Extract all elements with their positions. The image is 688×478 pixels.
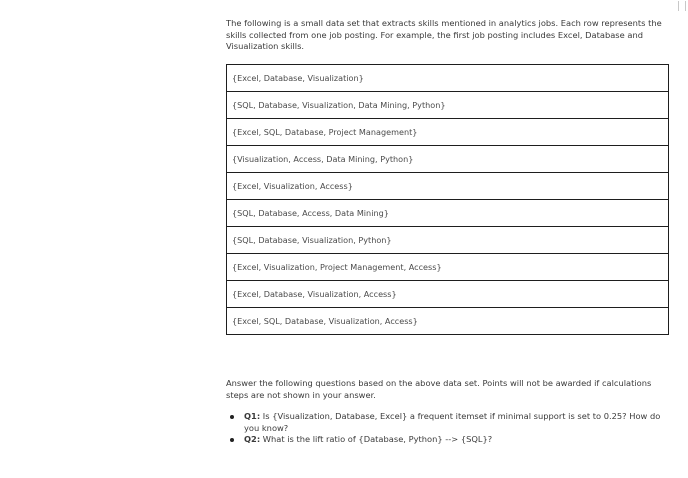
table-row [227,307,669,334]
table-row [227,118,669,145]
table-row [227,226,669,253]
bullet-icon [230,438,234,442]
table-cell: {SQL, Database, Visualization, Python} [227,226,669,253]
table-row [227,91,669,118]
question-item [242,434,671,446]
table-cell: {Excel, SQL, Database, Visualization, Access} [227,307,669,334]
table-cell: {Excel, Visualization, Project Management, Access} [227,253,669,280]
table-row [227,64,669,91]
bullet-icon [230,415,234,419]
table-cell: {SQL, Database, Access, Data Mining} [227,199,669,226]
question-list [226,411,671,446]
question-label: Q2: [244,434,261,444]
table-cell: {Excel, Visualization, Access} [227,172,669,199]
question-item [242,411,671,434]
table-row [227,280,669,307]
question-text: Is {Visualization, Database, Excel} a frequent itemset if minimal support is set to 0.25? How do you know? [244,411,661,433]
content-area [226,18,666,335]
scrollbar-stub[interactable] [678,1,686,11]
intro-paragraph: The following is a small data set that extracts skills mentioned in analytics jobs. Each row represents the skills collected from one job posting. For example, the first job posting includes Excel, Database and Visualization skills. [226,18,662,51]
table-row [227,199,669,226]
table-row [227,253,669,280]
questions-section [226,378,671,446]
table-cell: {Visualization, Access, Data Mining, Python} [227,145,669,172]
table-cell: {Excel, SQL, Database, Project Management} [227,118,669,145]
question-label: Q1: [244,411,261,421]
table-row [227,145,669,172]
table-row [227,172,669,199]
questions-intro: Answer the following questions based on the above data set. Points will not be awarded if calculations steps are not shown in your answer. [226,378,652,400]
skills-table [226,64,669,335]
question-text: What is the lift ratio of {Database, Python} --> {SQL}? [260,434,493,444]
table-cell: {Excel, Database, Visualization} [227,64,669,91]
table-cell: {Excel, Database, Visualization, Access} [227,280,669,307]
table-cell: {SQL, Database, Visualization, Data Mining, Python} [227,91,669,118]
